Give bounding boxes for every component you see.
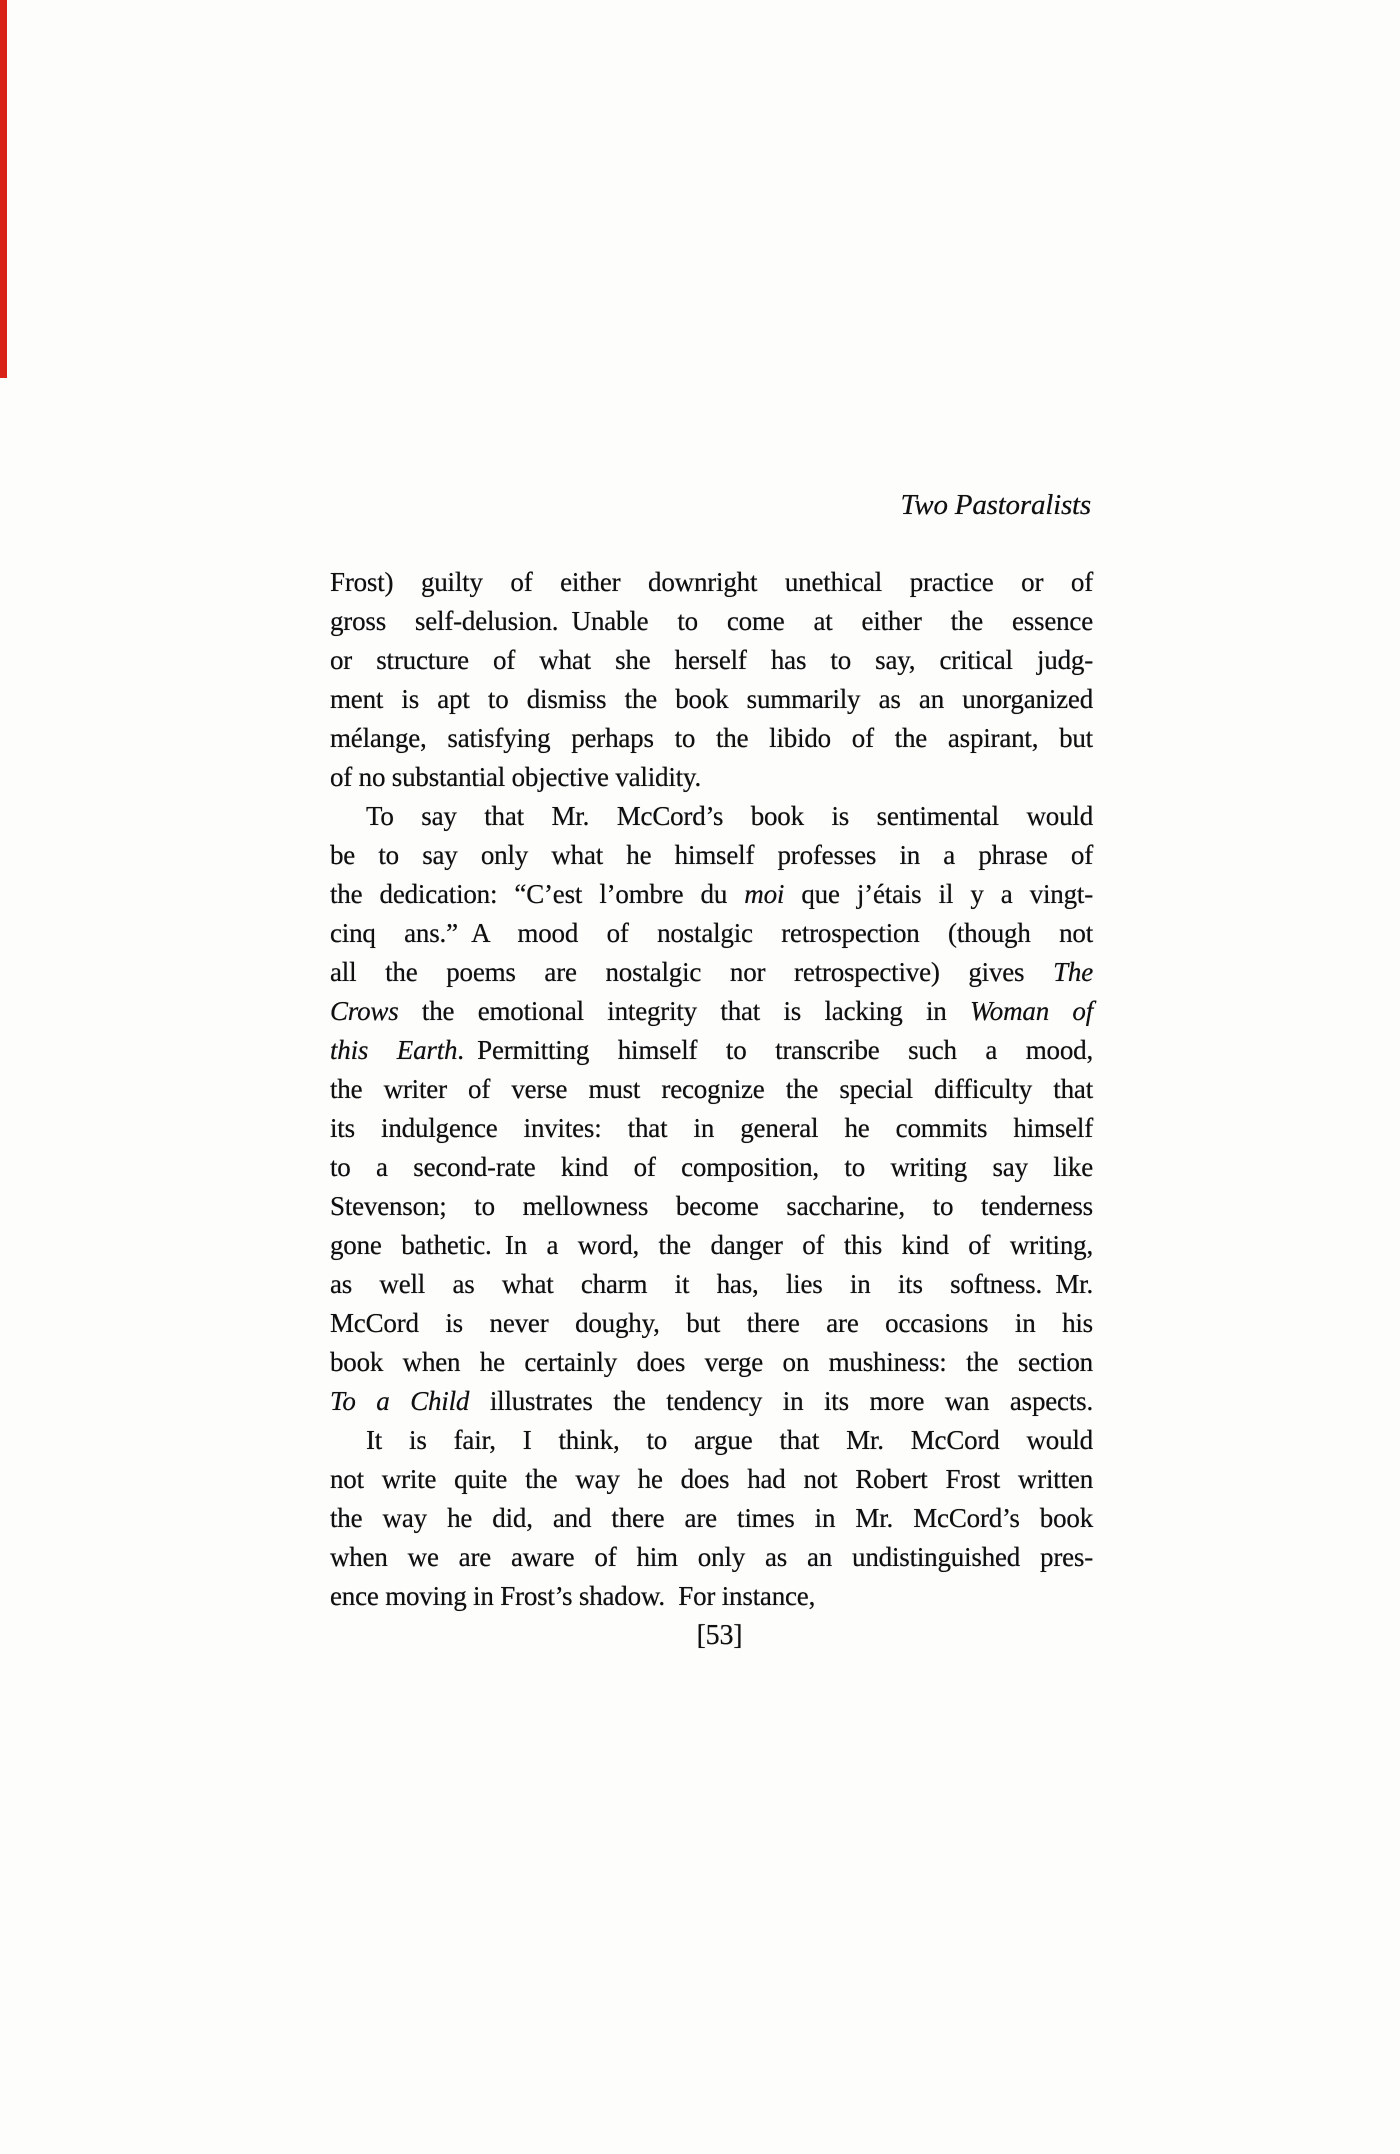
text-segment: ment is apt to dismiss the book summarily as an unorganized bbox=[330, 684, 1093, 714]
text-line bbox=[330, 758, 1093, 797]
scan-edge-artifact bbox=[0, 0, 7, 378]
text-segment: or structure of what she herself has to say, critical judg- bbox=[330, 645, 1093, 675]
text-segment: not write quite the way he does had not Robert Frost written bbox=[330, 1464, 1093, 1494]
text-line bbox=[330, 836, 1093, 875]
text-segment: the dedication: “C’est l’ombre du bbox=[330, 879, 745, 909]
text-segment: ence moving in Frost’s shadow. For instance, bbox=[330, 1581, 816, 1611]
text-segment: book when he certainly does verge on mushiness: the section bbox=[330, 1347, 1093, 1377]
text-segment: as well as what charm it has, lies in its softness. Mr. bbox=[330, 1269, 1093, 1299]
italic-text-segment: The bbox=[1053, 957, 1093, 987]
text-line bbox=[330, 1421, 1093, 1460]
body-lines bbox=[330, 563, 1093, 1616]
text-line bbox=[330, 1343, 1093, 1382]
text-segment: Stevenson; to mellowness become saccharine, to tenderness bbox=[330, 1191, 1093, 1221]
text-line bbox=[330, 1148, 1093, 1187]
italic-text-segment: this Earth bbox=[330, 1035, 458, 1065]
text-line bbox=[330, 1031, 1093, 1070]
text-line bbox=[330, 992, 1093, 1031]
text-segment: McCord is never doughy, but there are occasions in his bbox=[330, 1308, 1093, 1338]
page-number: [53] bbox=[696, 1620, 743, 1651]
text-line bbox=[330, 914, 1093, 953]
text-line bbox=[330, 1109, 1093, 1148]
text-segment: gone bathetic. In a word, the danger of this kind of writing, bbox=[330, 1230, 1093, 1260]
text-segment: the writer of verse must recognize the special difficulty that bbox=[330, 1074, 1093, 1104]
text-segment: the way he did, and there are times in Mr. McCord’s book bbox=[330, 1503, 1093, 1533]
text-segment: cinq ans.” A mood of nostalgic retrospection (though not bbox=[330, 918, 1093, 948]
text-segment: when we are aware of him only as an undistinguished pres- bbox=[330, 1542, 1093, 1572]
italic-text-segment: Crows bbox=[330, 996, 399, 1026]
text-line bbox=[330, 680, 1093, 719]
text-line bbox=[330, 1460, 1093, 1499]
text-segment: que j’étais il y a vingt- bbox=[784, 879, 1093, 909]
text-line bbox=[330, 1382, 1093, 1421]
text-segment: Frost) guilty of either downright unethical practice or of bbox=[330, 567, 1093, 597]
italic-text-segment: To a Child bbox=[330, 1386, 470, 1416]
italic-text-segment: Woman of bbox=[969, 996, 1094, 1026]
text-segment: mélange, satisfying perhaps to the libido of the aspirant, but bbox=[330, 723, 1093, 753]
text-line bbox=[330, 1070, 1093, 1109]
italic-text-segment: moi bbox=[744, 879, 785, 909]
text-segment: It is fair, I think, to argue that Mr. McCord would bbox=[366, 1425, 1093, 1455]
text-segment: To say that Mr. McCord’s book is sentimental would bbox=[366, 801, 1093, 831]
text-line bbox=[330, 563, 1093, 602]
text-segment: all the poems are nostalgic nor retrospective) gives bbox=[330, 957, 1054, 987]
text-block bbox=[330, 486, 1093, 1655]
text-segment: to a second-rate kind of composition, to writing say like bbox=[330, 1152, 1093, 1182]
text-line bbox=[330, 1187, 1093, 1226]
text-segment: the emotional integrity that is lacking in bbox=[398, 996, 970, 1026]
running-head: Two Pastoralists bbox=[900, 489, 1091, 521]
text-line bbox=[330, 1304, 1093, 1343]
text-line bbox=[330, 797, 1093, 836]
text-line bbox=[330, 719, 1093, 758]
text-line bbox=[330, 953, 1093, 992]
text-line bbox=[330, 1577, 1093, 1616]
text-line bbox=[330, 875, 1093, 914]
text-line bbox=[330, 1226, 1093, 1265]
text-segment: of no substantial objective validity. bbox=[330, 762, 702, 792]
text-segment: be to say only what he himself professes in a phrase of bbox=[330, 840, 1093, 870]
text-line bbox=[330, 602, 1093, 641]
text-line bbox=[330, 1538, 1093, 1577]
text-line bbox=[330, 1265, 1093, 1304]
text-segment: . Permitting himself to transcribe such a mood, bbox=[457, 1035, 1093, 1065]
text-line bbox=[330, 641, 1093, 680]
text-segment: gross self-delusion. Unable to come at either the essence bbox=[330, 606, 1093, 636]
text-segment: illustrates the tendency in its more wan aspects. bbox=[469, 1386, 1093, 1416]
text-segment: its indulgence invites: that in general he commits himself bbox=[330, 1113, 1093, 1143]
text-line bbox=[330, 1499, 1093, 1538]
